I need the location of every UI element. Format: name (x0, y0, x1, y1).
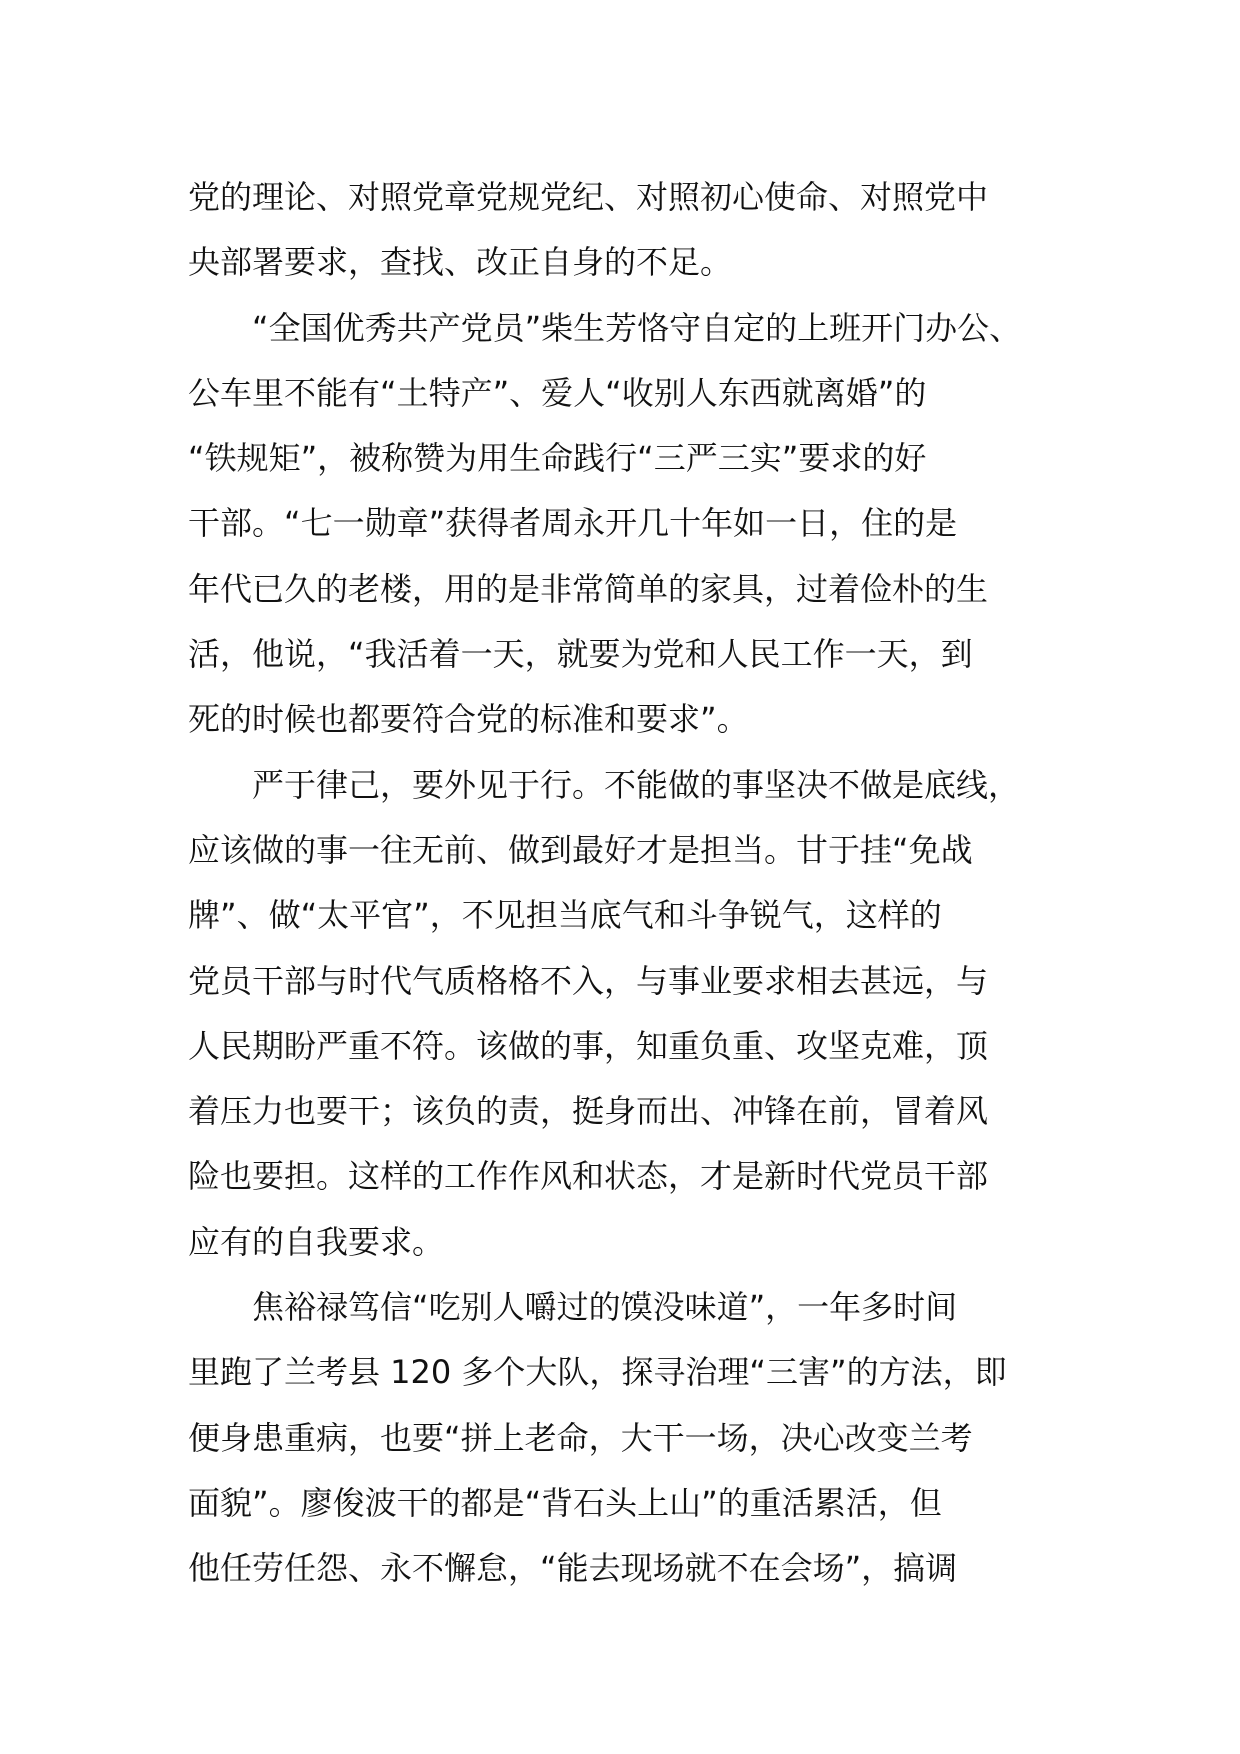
text-line: 央部署要求，查找、改正自身的不足。 (188, 243, 733, 282)
text-line: 死的时候也都要符合党的标准和要求”。 (188, 700, 749, 739)
text-line: 干部。“七一勋章”获得者周永开几十年如一日，住的是 (188, 504, 958, 543)
paragraph-start-line: 焦裕禄笃信“吃别人嚼过的馍没味道”，一年多时间 (252, 1288, 958, 1327)
text-line: 党的理论、对照党章党规党纪、对照初心使命、对照党中 (188, 178, 989, 216)
text-line: 应有的自我要求。 (188, 1222, 445, 1261)
text-line: 着压力也要干；该负的责，挺身而出、冲锋在前，冒着风 (188, 1092, 989, 1131)
body-text (188, 165, 1088, 1602)
text-line: 牌”、做“太平官”，不见担当底气和斗争锐气，这样的 (188, 896, 942, 935)
text-line: 人民期盼严重不符。该做的事，知重负重、攻坚克难，顶 (188, 1026, 989, 1065)
text-line: 里跑了兰考县 120 多个大队，探寻治理“三害”的方法，即 (188, 1353, 1007, 1392)
text-line: 应该做的事一往无前、做到最好才是担当。甘于挂“免战 (188, 830, 973, 869)
text-line: 险也要担。这样的工作作风和状态，才是新时代党员干部 (188, 1157, 989, 1196)
text-line: “铁规矩”，被称赞为用生命践行“三严三实”要求的好 (188, 439, 927, 478)
text-line: 年代已久的老楼，用的是非常简单的家具，过着俭朴的生 (188, 569, 989, 608)
text-line: 党员干部与时代气质格格不入，与事业要求相去甚远，与 (188, 961, 989, 1000)
text-line: 他任劳任怨、永不懈怠，“能去现场就不在会场”，搞调 (188, 1549, 958, 1588)
paragraph-start-line: 严于律己，要外见于行。不能做的事坚决不做是底线， (252, 765, 1021, 804)
text-line: 便身患重病，也要“拼上老命，大干一场，决心改变兰考 (188, 1418, 973, 1457)
paragraph-start-line: “全国优秀共产党员”柴生芳恪守自定的上班开门办公、 (252, 308, 1022, 347)
text-line: 面貌”。廖俊波干的都是“背石头上山”的重活累活，但 (188, 1483, 942, 1522)
text-line: 活，他说，“我活着一天，就要为党和人民工作一天，到 (188, 635, 973, 674)
text-line: 公车里不能有“土特产”、爱人“收别人东西就离婚”的 (188, 373, 927, 412)
